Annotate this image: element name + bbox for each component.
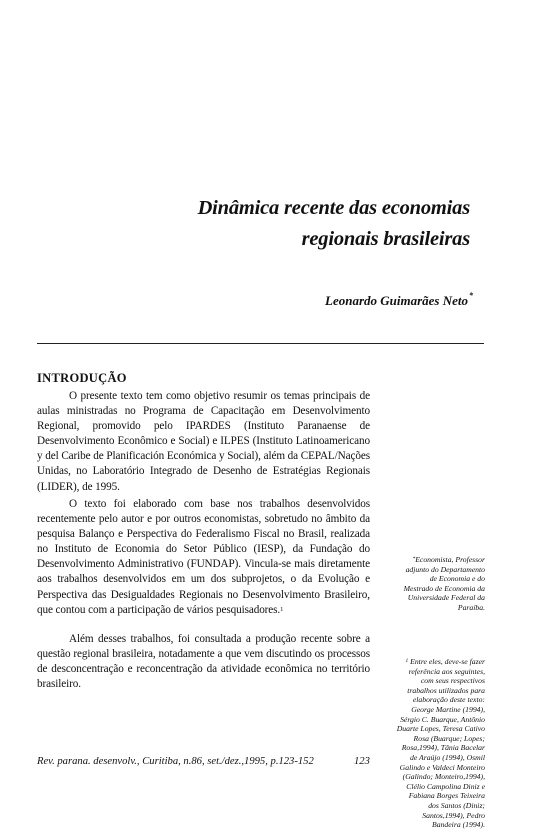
author-note-line: Universidade Federal da (407, 593, 485, 603)
body-paragraph-1: O presente texto tem como objetivo resumir os temas principais de aulas ministradas no Programa de Capacitação em Desenvolvimento Regional, promovido pelo IPARDES (Instituto Paranaense de Desenvolvimento Econômico e Social) e ILPES (Instituto Latinoamericano y del Caribe de Planificación Económica y Social), além da CEPAL/Nações Unidas, no Laboratório Integrado de Desenho de Estratégias Regionais (LIDER), de 1995. (37, 390, 370, 493)
author-footnote-marker[interactable]: * (469, 291, 473, 300)
footnote-line: Bandeira (1994). (432, 820, 485, 830)
footnote-line: $^1$ Entre eles, deve-se fazer (405, 657, 485, 666)
footnote-line: Galindo e Valdeci Monteiro (399, 762, 485, 772)
author-note-line: de Economia e do (429, 574, 485, 584)
footnote-line: Santos,1994), Pedro (422, 810, 485, 820)
author-note-line: adjunto do Departamento (405, 564, 485, 574)
author-note (382, 555, 485, 613)
article-title-line-1: Dinâmica recente das economias (197, 197, 470, 219)
article-title (60, 193, 470, 255)
footnote-line: Sérgio C. Buarque, Antônio (400, 714, 485, 724)
footnote-1 (382, 657, 485, 830)
author-note-line: Paraíba. (457, 602, 485, 612)
body-paragraph-2-text: O texto foi elaborado com base nos trabalhos desenvolvidos recentemente pelo autor e por outros economistas, sobretudo no âmbito da pesquisa Balanço e Perspectiva do Federalismo Fiscal no Brasil, realizada no Instituto de Economia do Setor Público (IESP), da Fundação do Desenvolvimento Administrativo (FUNDAP). Vincula-se mais diretamente aos trabalhos desenvolvidos em um dos subprojetos, o da Evolução e Perspectiva das Desigualdades Regionais no Desenvolvimento Brasileiro, que contou com a participação de vários pesquisadores. (37, 498, 370, 616)
footnote-1-marker: 1 (405, 658, 409, 664)
footnote-line: Fabiana Borges Teixeira (408, 791, 485, 801)
footnote-line: referência aos seguintes, (408, 666, 485, 676)
body-paragraph-3: Além desses trabalhos, foi consultada a produção recente sobre a questão regional brasileira, notadamente a que vem discutindo os processos de desconcentração e reconcentração da atividade econômica no território brasileiro. (37, 633, 370, 691)
author-byline (160, 293, 473, 309)
author-note-marker: * (412, 556, 416, 562)
article-title-line-2: regionais brasileiras (301, 228, 470, 250)
header-divider (37, 343, 484, 344)
footnote-line: Rosa,1994), Tânia Bacelar (401, 743, 485, 753)
footnote-line: com seus respectivos (420, 676, 485, 686)
footnote-line: elaboração deste texto: (412, 695, 485, 705)
author-note-line: *Economista, Professor (412, 555, 485, 564)
footnote-line: de Araújo (1994), Osmil (409, 752, 485, 762)
footnote-line: Rosa (Buarque; Lopes; (413, 733, 485, 743)
footnote-line: Duarte Lopes, Teresa Cativo (396, 724, 485, 734)
journal-citation: Rev. parana. desenvolv., Curitiba, n.86, set./dez.,1995, p.123-152 (37, 756, 314, 767)
page-number: 123 (354, 756, 370, 767)
footnote-line: Clélio Campolina Diniz e (406, 781, 485, 791)
footnote-line: George Martine (1994), (411, 704, 485, 714)
footnote-line: trabalhos utilizados para (407, 685, 485, 695)
section-heading: INTRODUÇÃO (37, 371, 127, 385)
author-note-line: Mestrado de Economia da (403, 583, 485, 593)
author-name: Leonardo Guimarães Neto (325, 293, 468, 308)
footnote-line: (Galindo; Monteiro,1994), (402, 772, 485, 782)
footnote-ref-1[interactable]: 1 (280, 605, 284, 613)
footnote-line: dos Santos (Diniz; (428, 800, 485, 810)
body-paragraph-2 (37, 497, 370, 618)
